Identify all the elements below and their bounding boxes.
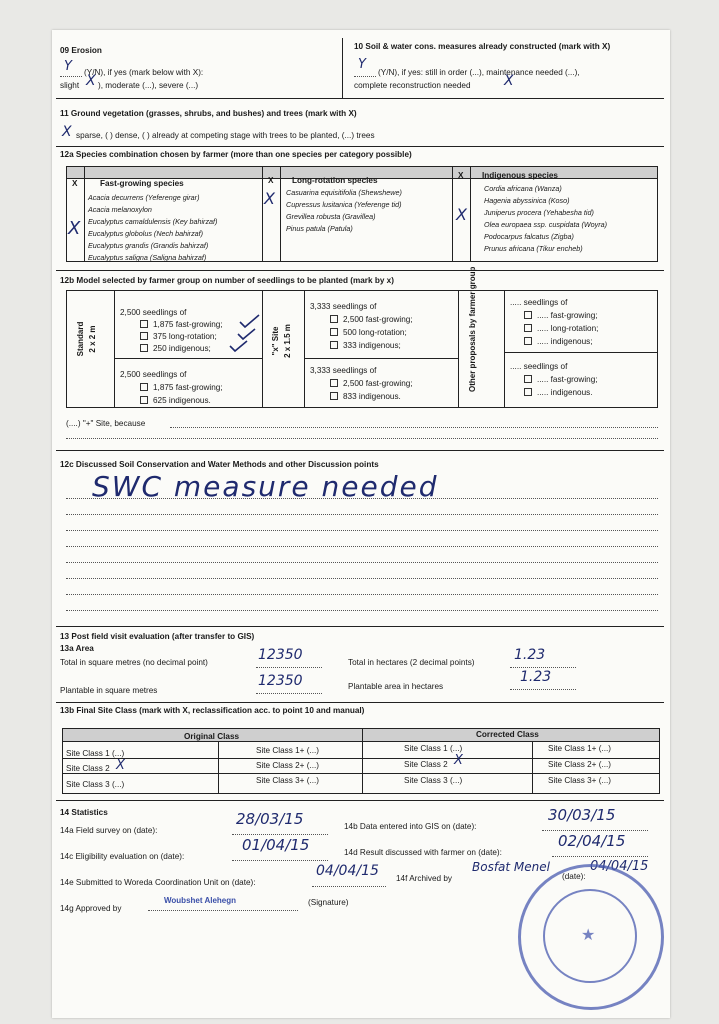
corr-site-class-3plus: Site Class 3+ (...) [548, 776, 612, 785]
indig-species-4: Olea europaea ssp. cuspidata (Woyra) [484, 220, 608, 229]
submitted-woreda-label: 14e Submitted to Woreda Coordination Unit on (date): [60, 878, 256, 887]
archived-by-name: Bosfat Menel [472, 860, 550, 874]
section-13-title: 13 Post field visit evaluation (after transfer to GIS) [60, 632, 255, 641]
approver-stamp-name: Woubshet Alehegn [164, 896, 236, 905]
section-11-title: 11 Ground vegetation (grasses, shrubs, and bushes) and trees (mark with X) [60, 109, 357, 118]
site-a-line-3: 333 indigenous; [343, 341, 401, 350]
orig-site-class-2-mark: X [116, 758, 125, 773]
site-a-line-2: 500 long-rotation; [343, 328, 407, 337]
result-discussed-date: 02/04/15 [558, 832, 626, 850]
corr-site-class-3: Site Class 3 (...) [404, 776, 463, 785]
std-b-checkbox-1[interactable] [140, 383, 148, 391]
other-a-line-1: ..... fast-growing; [537, 311, 598, 320]
site-b-checkbox-2[interactable] [330, 392, 338, 400]
fast-species-3: Eucalyptus camaldulensis (Key bahirzaf) [88, 217, 218, 226]
erosion-yn-mark: Y [64, 59, 72, 74]
other-b-line-2: ..... indigenous. [537, 388, 593, 397]
plantable-sqm-label: Plantable in square metres [60, 686, 158, 695]
site-a-checkbox-3[interactable] [330, 341, 338, 349]
vegetation-sparse-mark: X [62, 124, 72, 140]
indig-species-1: Cordia africana (Wanza) [484, 184, 562, 193]
erosion-question: (Y/N), if yes (mark below with X): [84, 68, 204, 77]
fast-species-2: Acacia melanoxylon [88, 205, 152, 214]
form-page [52, 30, 670, 1018]
other-b-checkbox-2[interactable] [524, 388, 532, 396]
other-a-head: ..... seedlings of [510, 298, 568, 307]
archived-by-label: 14f Archived by [396, 874, 452, 883]
section-13a-title: 13a Area [60, 644, 94, 653]
plus-site-because: (....) "+" Site, because [66, 419, 146, 428]
approved-by-label: 14g Approved by [60, 904, 122, 913]
section-12b-title: 12b Model selected by farmer group on number of seedlings to be planted (mark by x) [60, 276, 394, 285]
erosion-slight-label: slight [60, 81, 80, 90]
fast-species-5: Eucalyptus grandis (Grandis bahirzaf) [88, 241, 209, 250]
fast-growing-mark: X [68, 218, 81, 239]
std-b-head: 2,500 seedlings of [120, 370, 187, 379]
total-ha-value: 1.23 [514, 647, 546, 663]
std-b-line-2: 625 indigenous. [153, 396, 211, 405]
other-proposals-label: Other proposals by farmer group [468, 266, 477, 392]
fast-species-1: Acacia decurrens (Yeferenge girar) [88, 193, 200, 202]
section-10-title: 10 Soil & water cons. measures already constructed (mark with X) [354, 42, 611, 51]
long-species-1: Casuarina equisitifolia (Shewshewe) [286, 188, 402, 197]
long-species-3: Grevillea robusta (Gravillea) [286, 212, 376, 221]
plantable-ha-value: 1.23 [520, 669, 552, 685]
std-b-line-1: 1,875 fast-growing; [153, 383, 223, 392]
orig-site-class-2: Site Class 2 [66, 764, 110, 773]
other-a-checkbox-3[interactable] [524, 337, 532, 345]
eligibility-date: 01/04/15 [242, 836, 310, 854]
erosion-slight-mark: X [86, 73, 96, 89]
site-a-checkbox-1[interactable] [330, 315, 338, 323]
indig-species-2: Hagenia abyssinica (Koso) [484, 196, 570, 205]
std-a-line-3: 250 indigenous; [153, 344, 211, 353]
corr-site-class-1: Site Class 1 (...) [404, 744, 463, 753]
swc-question: (Y/N), if yes: still in order (...), maintenance needed (...), [378, 68, 580, 77]
std-a-line-1: 1,875 fast-growing; [153, 320, 223, 329]
corr-site-class-2plus: Site Class 2+ (...) [548, 760, 612, 769]
other-b-line-1: ..... fast-growing; [537, 375, 598, 384]
corrected-class-header: Corrected Class [476, 730, 539, 739]
long-species-4: Pinus patula (Patula) [286, 224, 353, 233]
swc-reconstruction-label: complete reconstruction needed [354, 81, 471, 90]
eligibility-label: 14c Eligibility evaluation on (date): [60, 852, 185, 861]
site-b-line-2: 833 indigenous. [343, 392, 401, 401]
total-ha-label: Total in hectares (2 decimal points) [348, 658, 475, 667]
site-b-line-1: 2,500 fast-growing; [343, 379, 413, 388]
std-a-head: 2,500 seedlings of [120, 308, 187, 317]
long-rotation-mark: X [264, 189, 275, 208]
gis-entry-date: 30/03/15 [548, 806, 616, 824]
orig-site-class-1plus: Site Class 1+ (...) [256, 746, 320, 755]
orig-site-class-2plus: Site Class 2+ (...) [256, 761, 320, 770]
corr-site-class-2-mark: X [454, 753, 463, 768]
other-b-checkbox-1[interactable] [524, 375, 532, 383]
official-seal: ★ [518, 864, 664, 1010]
other-a-checkbox-1[interactable] [524, 311, 532, 319]
submitted-woreda-date: 04/04/15 [316, 863, 379, 879]
section-14-title: 14 Statistics [60, 808, 108, 817]
orig-site-class-3: Site Class 3 (...) [66, 780, 125, 789]
indig-species-3: Juniperus procera (Yehabesha tid) [484, 208, 594, 217]
swc-yn-mark: Y [358, 57, 366, 72]
original-class-header: Original Class [184, 732, 240, 741]
std-b-checkbox-2[interactable] [140, 396, 148, 404]
indig-species-6: Prunus africana (Tikur encheb) [484, 244, 583, 253]
other-a-line-3: ..... indigenous; [537, 337, 593, 346]
signature-label: (Signature) [308, 898, 349, 907]
indigenous-header: Indigenous species [482, 171, 558, 180]
fast-species-4: Eucalyptus globolus (Nech bahirzaf) [88, 229, 204, 238]
site-a-line-1: 2,500 fast-growing; [343, 315, 413, 324]
standard-label: Standard [76, 321, 85, 357]
site-b-checkbox-1[interactable] [330, 379, 338, 387]
gis-entry-label: 14b Data entered into GIS on (date): [344, 822, 477, 831]
plantable-sqm-value: 12350 [258, 673, 303, 689]
std-a-checkmarks [212, 314, 266, 356]
section-13b-title: 13b Final Site Class (mark with X, reclassification acc. to point 10 and manual) [60, 706, 365, 715]
total-sqm-label: Total in square metres (no decimal point) [60, 658, 208, 667]
total-sqm-value: 12350 [258, 647, 303, 663]
vegetation-options: sparse, ( ) dense, ( ) already at competing stage with trees to be planted, (...) trees [76, 131, 375, 140]
site-a-checkbox-2[interactable] [330, 328, 338, 336]
field-survey-label: 14a Field survey on (date): [60, 826, 158, 835]
standard-dim: 2 x 2 m [88, 325, 97, 353]
std-a-checkbox-1[interactable] [140, 320, 148, 328]
other-a-line-2: ..... long-rotation; [537, 324, 599, 333]
result-discussed-label: 14d Result discussed with farmer on (date): [344, 848, 502, 857]
std-a-line-2: 375 long-rotation; [153, 332, 217, 341]
site-dim: 2 x 1.5 m [283, 324, 292, 358]
section-12c-title: 12c Discussed Soil Conservation and Water Methods and other Discussion points [60, 460, 379, 469]
fast-growing-header: Fast-growing species [100, 179, 184, 188]
indigenous-mark: X [456, 205, 467, 224]
site-b-head: 3,333 seedlings of [310, 366, 377, 375]
archived-date: 04/04/15 [590, 859, 649, 874]
site-a-head: 3,333 seedlings of [310, 302, 377, 311]
other-a-checkbox-2[interactable] [524, 324, 532, 332]
std-a-checkbox-2[interactable] [140, 332, 148, 340]
long-x-col: X [268, 176, 274, 185]
plantable-ha-label: Plantable area in hectares [348, 682, 444, 691]
std-a-checkbox-3[interactable] [140, 344, 148, 352]
fast-species-6: Eucalyptus saligna (Saligna bahirzaf) [88, 253, 207, 262]
archived-date-label: (date): [562, 872, 586, 881]
section-09-title: 09 Erosion [60, 46, 102, 55]
orig-site-class-1: Site Class 1 (...) [66, 749, 125, 758]
erosion-options: ), moderate (...), severe (...) [98, 81, 199, 90]
fast-x-col: X [72, 179, 78, 188]
discussion-handwriting: SWC measure needed [92, 470, 439, 503]
field-survey-date: 28/03/15 [236, 810, 304, 828]
site-label: "x" Site [271, 326, 280, 356]
corr-site-class-2: Site Class 2 [404, 760, 448, 769]
swc-reconstruction-mark: X [504, 73, 514, 89]
other-b-head: ..... seedlings of [510, 362, 568, 371]
long-rotation-header: Long-rotation species [292, 176, 378, 185]
indig-x-col: X [458, 171, 464, 180]
orig-site-class-3plus: Site Class 3+ (...) [256, 776, 320, 785]
section-12a-title: 12a Species combination chosen by farmer (more than one species per category possible) [60, 150, 412, 159]
corr-site-class-1plus: Site Class 1+ (...) [548, 744, 612, 753]
long-species-2: Cupressus lusitanica (Yeferenge tid) [286, 200, 402, 209]
indig-species-5: Podocarpus falcatus (Zigba) [484, 232, 574, 241]
